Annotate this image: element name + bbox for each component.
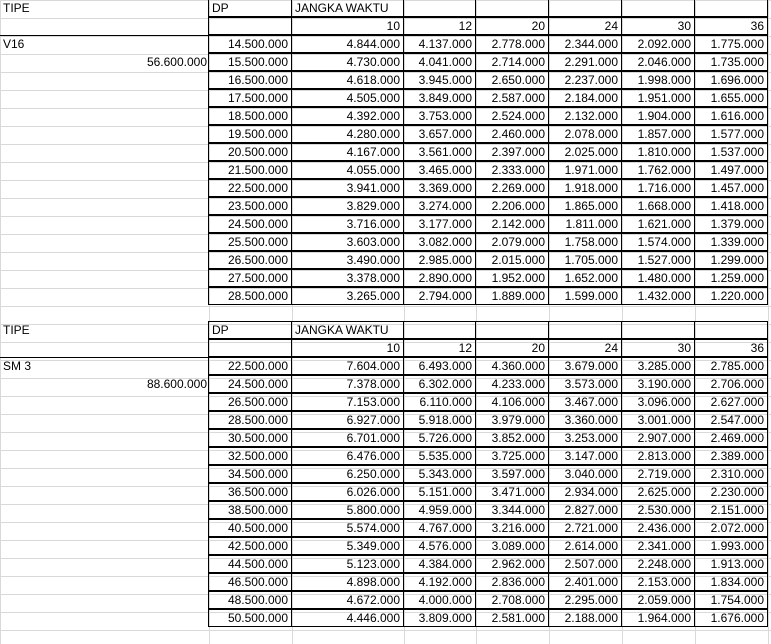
dp-value[interactable]: 44.500.000 (208, 555, 292, 573)
gridline (0, 306, 771, 307)
installment-value[interactable]: 2.469.000 (694, 429, 768, 447)
installment-value[interactable]: 2.778.000 (475, 35, 549, 53)
term-value[interactable]: 30 (621, 339, 695, 357)
model-name[interactable]: SM 3 (0, 357, 210, 375)
installment-value[interactable]: 4.392.000 (291, 107, 404, 125)
installment-value[interactable]: 4.767.000 (403, 519, 476, 537)
installment-value[interactable]: 1.480.000 (621, 269, 695, 287)
empty-cell[interactable] (403, 321, 476, 339)
installment-value[interactable]: 1.220.000 (694, 287, 768, 305)
installment-value[interactable]: 3.177.000 (403, 215, 476, 233)
installment-value[interactable]: 6.026.000 (291, 483, 404, 501)
installment-value[interactable]: 5.800.000 (291, 501, 404, 519)
installment-value[interactable]: 6.250.000 (291, 465, 404, 483)
installment-value[interactable]: 6.927.000 (291, 411, 404, 429)
installment-value[interactable]: 3.941.000 (291, 179, 404, 197)
installment-value[interactable]: 3.378.000 (291, 269, 404, 287)
term-value[interactable]: 12 (403, 17, 476, 35)
installment-value[interactable]: 2.985.000 (403, 251, 476, 269)
installment-value[interactable]: 2.333.000 (475, 161, 549, 179)
installment-value[interactable]: 2.059.000 (621, 591, 695, 609)
installment-value[interactable]: 3.852.000 (475, 429, 549, 447)
installment-value[interactable]: 1.964.000 (621, 609, 695, 627)
dp-value[interactable]: 20.500.000 (208, 143, 292, 161)
installment-value[interactable]: 1.716.000 (621, 179, 695, 197)
installment-value[interactable]: 1.834.000 (694, 573, 768, 591)
term-value[interactable]: 10 (291, 17, 404, 35)
installment-value[interactable]: 2.587.000 (475, 89, 549, 107)
term-value[interactable]: 30 (621, 17, 695, 35)
installment-value[interactable]: 4.959.000 (403, 501, 476, 519)
dp-value[interactable]: 26.500.000 (208, 393, 292, 411)
empty-cell[interactable] (208, 339, 292, 357)
empty-cell[interactable] (475, 321, 549, 339)
dp-value[interactable]: 30.500.000 (208, 429, 292, 447)
term-value[interactable]: 12 (403, 339, 476, 357)
empty-cell[interactable] (694, 0, 768, 17)
installment-value[interactable]: 4.384.000 (403, 555, 476, 573)
installment-value[interactable]: 4.106.000 (475, 393, 549, 411)
installment-value[interactable]: 1.811.000 (548, 215, 622, 233)
installment-value[interactable]: 3.285.000 (621, 357, 695, 375)
installment-value[interactable]: 4.505.000 (291, 89, 404, 107)
installment-value[interactable]: 2.151.000 (694, 501, 768, 519)
empty-cell[interactable] (621, 0, 695, 17)
installment-value[interactable]: 2.721.000 (548, 519, 622, 537)
installment-value[interactable]: 7.378.000 (291, 375, 404, 393)
installment-value[interactable]: 2.397.000 (475, 143, 549, 161)
installment-value[interactable]: 2.813.000 (621, 447, 695, 465)
installment-value[interactable]: 4.730.000 (291, 53, 404, 71)
installment-value[interactable]: 2.934.000 (548, 483, 622, 501)
installment-value[interactable]: 1.762.000 (621, 161, 695, 179)
installment-value[interactable]: 2.547.000 (694, 411, 768, 429)
installment-value[interactable]: 3.471.000 (475, 483, 549, 501)
installment-value[interactable]: 1.705.000 (548, 251, 622, 269)
installment-value[interactable]: 1.259.000 (694, 269, 768, 287)
term-value[interactable]: 20 (475, 17, 549, 35)
installment-value[interactable]: 2.046.000 (621, 53, 695, 71)
installment-value[interactable]: 2.344.000 (548, 35, 622, 53)
empty-cell[interactable] (621, 321, 695, 339)
dp-value[interactable]: 18.500.000 (208, 107, 292, 125)
installment-value[interactable]: 1.497.000 (694, 161, 768, 179)
gridline (0, 630, 771, 631)
installment-value[interactable]: 2.230.000 (694, 483, 768, 501)
gridline (768, 0, 769, 644)
installment-value[interactable]: 2.401.000 (548, 573, 622, 591)
installment-value[interactable]: 3.001.000 (621, 411, 695, 429)
installment-value[interactable]: 4.360.000 (475, 357, 549, 375)
installment-value[interactable]: 2.132.000 (548, 107, 622, 125)
empty-cell[interactable] (694, 321, 768, 339)
installment-value[interactable]: 3.829.000 (291, 197, 404, 215)
installment-value[interactable]: 4.055.000 (291, 161, 404, 179)
dp-value[interactable]: 21.500.000 (208, 161, 292, 179)
installment-value[interactable]: 2.625.000 (621, 483, 695, 501)
installment-value[interactable]: 1.775.000 (694, 35, 768, 53)
installment-value[interactable]: 2.025.000 (548, 143, 622, 161)
empty-cell[interactable] (475, 0, 549, 17)
dp-value[interactable]: 42.500.000 (208, 537, 292, 555)
installment-value[interactable]: 3.753.000 (403, 107, 476, 125)
dp-value[interactable]: 48.500.000 (208, 591, 292, 609)
installment-value[interactable]: 2.389.000 (694, 447, 768, 465)
installment-value[interactable]: 6.302.000 (403, 375, 476, 393)
installment-value[interactable]: 4.898.000 (291, 573, 404, 591)
installment-value[interactable]: 5.151.000 (403, 483, 476, 501)
dp-value[interactable]: 23.500.000 (208, 197, 292, 215)
installment-value[interactable]: 2.719.000 (621, 465, 695, 483)
dp-value[interactable]: 40.500.000 (208, 519, 292, 537)
installment-value[interactable]: 1.810.000 (621, 143, 695, 161)
installment-value[interactable]: 4.233.000 (475, 375, 549, 393)
installment-value[interactable]: 1.758.000 (548, 233, 622, 251)
installment-value[interactable]: 1.696.000 (694, 71, 768, 89)
term-value[interactable]: 36 (694, 17, 768, 35)
installment-value[interactable]: 2.188.000 (548, 609, 622, 627)
installment-value[interactable]: 3.253.000 (548, 429, 622, 447)
installment-value[interactable]: 2.237.000 (548, 71, 622, 89)
dp-value[interactable]: 28.500.000 (208, 411, 292, 429)
installment-value[interactable]: 3.360.000 (548, 411, 622, 429)
term-value[interactable]: 24 (548, 17, 622, 35)
installment-value[interactable]: 1.951.000 (621, 89, 695, 107)
installment-value[interactable]: 1.457.000 (694, 179, 768, 197)
installment-value[interactable]: 2.184.000 (548, 89, 622, 107)
dp-value[interactable]: 19.500.000 (208, 125, 292, 143)
installment-value[interactable]: 2.627.000 (694, 393, 768, 411)
installment-value[interactable]: 4.844.000 (291, 35, 404, 53)
installment-value[interactable]: 2.310.000 (694, 465, 768, 483)
installment-value[interactable]: 2.524.000 (475, 107, 549, 125)
installment-value[interactable]: 3.265.000 (291, 287, 404, 305)
empty-cell[interactable] (548, 321, 622, 339)
installment-value[interactable]: 1.998.000 (621, 71, 695, 89)
installment-value[interactable]: 3.573.000 (548, 375, 622, 393)
dp-value[interactable]: 38.500.000 (208, 501, 292, 519)
installment-value[interactable]: 2.078.000 (548, 125, 622, 143)
installment-value[interactable]: 1.952.000 (475, 269, 549, 287)
installment-value[interactable]: 2.827.000 (548, 501, 622, 519)
empty-cell[interactable] (548, 0, 622, 17)
installment-value[interactable]: 3.945.000 (403, 71, 476, 89)
dp-value[interactable]: 34.500.000 (208, 465, 292, 483)
dp-value[interactable]: 28.500.000 (208, 287, 292, 305)
installment-value[interactable]: 2.714.000 (475, 53, 549, 71)
dp-value[interactable]: 17.500.000 (208, 89, 292, 107)
installment-value[interactable]: 3.089.000 (475, 537, 549, 555)
installment-value[interactable]: 1.537.000 (694, 143, 768, 161)
installment-value[interactable]: 2.706.000 (694, 375, 768, 393)
installment-value[interactable]: 1.432.000 (621, 287, 695, 305)
installment-value[interactable]: 1.621.000 (621, 215, 695, 233)
installment-value[interactable]: 3.725.000 (475, 447, 549, 465)
installment-value[interactable]: 1.913.000 (694, 555, 768, 573)
installment-value[interactable]: 1.599.000 (548, 287, 622, 305)
dp-value[interactable]: 24.500.000 (208, 215, 292, 233)
installment-value[interactable]: 1.577.000 (694, 125, 768, 143)
dp-value[interactable]: 25.500.000 (208, 233, 292, 251)
installment-value[interactable]: 3.096.000 (621, 393, 695, 411)
tipe-header[interactable]: TIPE (3, 1, 30, 15)
installment-value[interactable]: 2.153.000 (621, 573, 695, 591)
installment-value[interactable]: 3.716.000 (291, 215, 404, 233)
installment-value[interactable]: 2.436.000 (621, 519, 695, 537)
dp-value[interactable]: 14.500.000 (208, 35, 292, 53)
installment-value[interactable]: 5.918.000 (403, 411, 476, 429)
installment-value[interactable]: 2.142.000 (475, 215, 549, 233)
installment-value[interactable]: 3.849.000 (403, 89, 476, 107)
installment-value[interactable]: 2.460.000 (475, 125, 549, 143)
installment-value[interactable]: 3.082.000 (403, 233, 476, 251)
dp-value[interactable]: 50.500.000 (208, 609, 292, 627)
installment-value[interactable]: 2.092.000 (621, 35, 695, 53)
installment-value[interactable]: 2.907.000 (621, 429, 695, 447)
installment-value[interactable]: 4.041.000 (403, 53, 476, 71)
installment-value[interactable]: 3.369.000 (403, 179, 476, 197)
installment-value[interactable]: 3.040.000 (548, 465, 622, 483)
installment-value[interactable]: 6.493.000 (403, 357, 476, 375)
dp-value[interactable]: 24.500.000 (208, 375, 292, 393)
installment-value[interactable]: 1.993.000 (694, 537, 768, 555)
installment-value[interactable]: 2.785.000 (694, 357, 768, 375)
installment-value[interactable]: 2.079.000 (475, 233, 549, 251)
dp-value[interactable]: 32.500.000 (208, 447, 292, 465)
installment-value[interactable]: 2.650.000 (475, 71, 549, 89)
installment-value[interactable]: 3.679.000 (548, 357, 622, 375)
installment-value[interactable]: 2.206.000 (475, 197, 549, 215)
installment-value[interactable]: 3.561.000 (403, 143, 476, 161)
installment-value[interactable]: 3.979.000 (475, 411, 549, 429)
dp-value[interactable]: 26.500.000 (208, 251, 292, 269)
installment-value[interactable]: 4.618.000 (291, 71, 404, 89)
installment-value[interactable]: 3.465.000 (403, 161, 476, 179)
installment-value[interactable]: 1.616.000 (694, 107, 768, 125)
installment-value[interactable]: 2.581.000 (475, 609, 549, 627)
installment-value[interactable]: 3.147.000 (548, 447, 622, 465)
installment-value[interactable]: 2.507.000 (548, 555, 622, 573)
installment-value[interactable]: 2.072.000 (694, 519, 768, 537)
installment-value[interactable]: 3.190.000 (621, 375, 695, 393)
installment-value[interactable]: 4.446.000 (291, 609, 404, 627)
installment-value[interactable]: 1.655.000 (694, 89, 768, 107)
dp-header[interactable]: DP (208, 321, 292, 339)
installment-value[interactable]: 6.110.000 (403, 393, 476, 411)
installment-value[interactable]: 2.015.000 (475, 251, 549, 269)
empty-cell[interactable] (403, 0, 476, 17)
installment-value[interactable]: 2.248.000 (621, 555, 695, 573)
installment-value[interactable]: 7.604.000 (291, 357, 404, 375)
installment-value[interactable]: 3.809.000 (403, 609, 476, 627)
installment-value[interactable]: 5.574.000 (291, 519, 404, 537)
dp-header[interactable]: DP (208, 0, 292, 17)
dp-value[interactable]: 22.500.000 (208, 179, 292, 197)
term-value[interactable]: 24 (548, 339, 622, 357)
installment-value[interactable]: 1.668.000 (621, 197, 695, 215)
installment-value[interactable]: 3.657.000 (403, 125, 476, 143)
installment-value[interactable]: 4.192.000 (403, 573, 476, 591)
installment-value[interactable]: 2.341.000 (621, 537, 695, 555)
installment-value[interactable]: 1.904.000 (621, 107, 695, 125)
installment-value[interactable]: 3.467.000 (548, 393, 622, 411)
installment-value[interactable]: 5.535.000 (403, 447, 476, 465)
installment-value[interactable]: 1.652.000 (548, 269, 622, 287)
dp-value[interactable]: 22.500.000 (208, 357, 292, 375)
installment-value[interactable]: 1.857.000 (621, 125, 695, 143)
installment-value[interactable]: 1.418.000 (694, 197, 768, 215)
installment-value[interactable]: 2.890.000 (403, 269, 476, 287)
installment-value[interactable]: 3.344.000 (475, 501, 549, 519)
installment-value[interactable]: 1.676.000 (694, 609, 768, 627)
installment-value[interactable]: 3.597.000 (475, 465, 549, 483)
installment-value[interactable]: 2.295.000 (548, 591, 622, 609)
dp-value[interactable]: 46.500.000 (208, 573, 292, 591)
empty-cell[interactable] (208, 17, 292, 35)
installment-value[interactable]: 1.574.000 (621, 233, 695, 251)
term-header[interactable]: JANGKA WAKTU (291, 321, 404, 339)
installment-value[interactable]: 5.343.000 (403, 465, 476, 483)
installment-value[interactable]: 4.576.000 (403, 537, 476, 555)
installment-value[interactable]: 2.291.000 (548, 53, 622, 71)
installment-value[interactable]: 2.794.000 (403, 287, 476, 305)
installment-value[interactable]: 1.527.000 (621, 251, 695, 269)
dp-value[interactable]: 16.500.000 (208, 71, 292, 89)
installment-value[interactable]: 2.614.000 (548, 537, 622, 555)
dp-value[interactable]: 15.500.000 (208, 53, 292, 71)
installment-value[interactable]: 4.672.000 (291, 591, 404, 609)
installment-value[interactable]: 2.530.000 (621, 501, 695, 519)
installment-value[interactable]: 4.167.000 (291, 143, 404, 161)
term-header[interactable]: JANGKA WAKTU (291, 0, 404, 17)
installment-value[interactable]: 5.123.000 (291, 555, 404, 573)
model-price[interactable]: 56.600.000 (146, 55, 207, 69)
installment-value[interactable]: 1.379.000 (694, 215, 768, 233)
installment-value[interactable]: 3.603.000 (291, 233, 404, 251)
installment-value[interactable]: 6.476.000 (291, 447, 404, 465)
installment-value[interactable]: 2.836.000 (475, 573, 549, 591)
installment-value[interactable]: 1.754.000 (694, 591, 768, 609)
model-name[interactable]: V16 (0, 35, 210, 53)
installment-value[interactable]: 4.000.000 (403, 591, 476, 609)
term-value[interactable]: 20 (475, 339, 549, 357)
installment-value[interactable]: 1.299.000 (694, 251, 768, 269)
installment-value[interactable]: 5.726.000 (403, 429, 476, 447)
installment-value[interactable]: 7.153.000 (291, 393, 404, 411)
installment-value[interactable]: 1.865.000 (548, 197, 622, 215)
term-value[interactable]: 10 (291, 339, 404, 357)
dp-value[interactable]: 27.500.000 (208, 269, 292, 287)
installment-value[interactable]: 2.962.000 (475, 555, 549, 573)
installment-value[interactable]: 2.708.000 (475, 591, 549, 609)
installment-value[interactable]: 1.918.000 (548, 179, 622, 197)
dp-value[interactable]: 36.500.000 (208, 483, 292, 501)
tipe-header[interactable]: TIPE (3, 323, 30, 337)
installment-value[interactable]: 3.216.000 (475, 519, 549, 537)
installment-value[interactable]: 4.280.000 (291, 125, 404, 143)
model-price[interactable]: 88.600.000 (146, 377, 207, 391)
installment-value[interactable]: 1.339.000 (694, 233, 768, 251)
installment-value[interactable]: 3.274.000 (403, 197, 476, 215)
installment-value[interactable]: 6.701.000 (291, 429, 404, 447)
installment-value[interactable]: 1.889.000 (475, 287, 549, 305)
installment-value[interactable]: 4.137.000 (403, 35, 476, 53)
installment-value[interactable]: 1.735.000 (694, 53, 768, 71)
installment-value[interactable]: 1.971.000 (548, 161, 622, 179)
term-value[interactable]: 36 (694, 339, 768, 357)
installment-value[interactable]: 2.269.000 (475, 179, 549, 197)
installment-value[interactable]: 3.490.000 (291, 251, 404, 269)
installment-value[interactable]: 5.349.000 (291, 537, 404, 555)
